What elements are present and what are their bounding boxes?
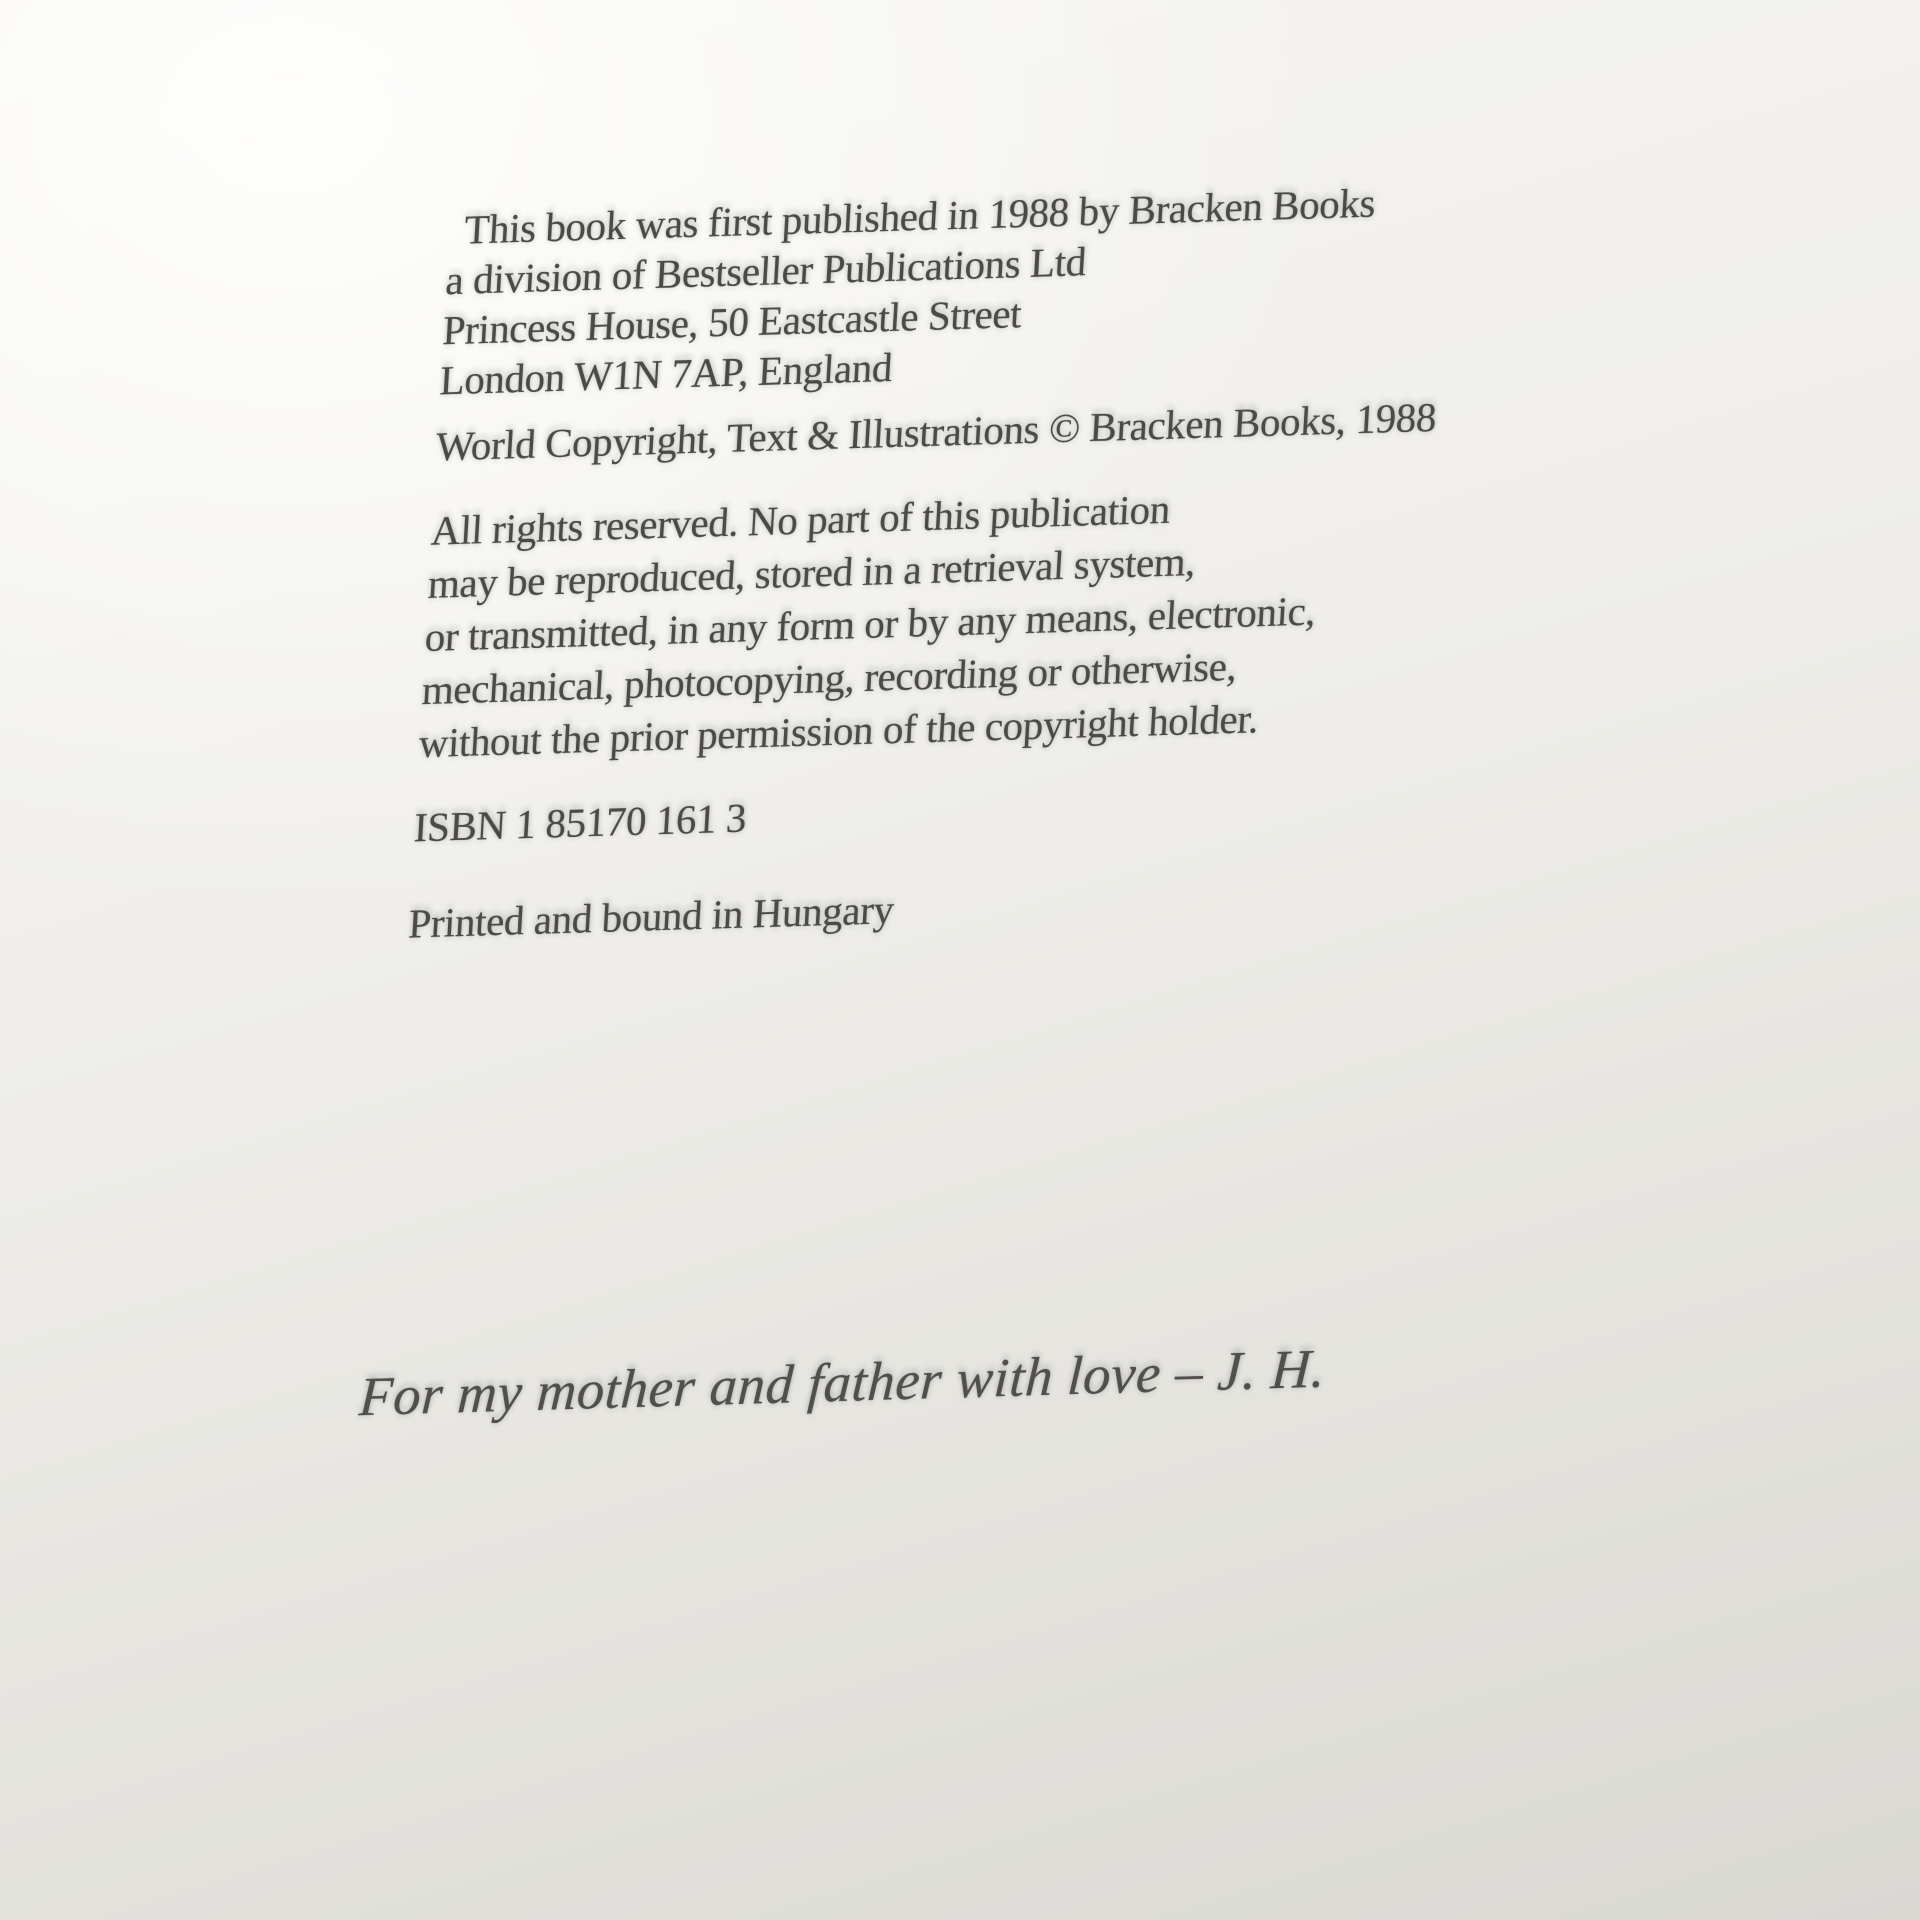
dedication: For my mother and father with love – J. H. xyxy=(357,1337,1328,1428)
isbn-number: ISBN 1 85170 161 3 xyxy=(412,794,748,851)
publisher-imprint xyxy=(438,163,1849,405)
rights-reserved-notice xyxy=(417,463,1832,770)
printing-note: Printed and bound in Hungary xyxy=(407,886,895,947)
imprint-line-division: a division of Bestseller Publications Ltd xyxy=(444,238,1088,304)
copyright-notice: World Copyright, Text & Illustrations © Bracken Books, 1988 xyxy=(434,393,1438,470)
imprint-line-city: London W1N 7AP, England xyxy=(438,343,894,404)
imprint-line-address: Princess House, 50 Eastcastle Street xyxy=(441,290,1023,354)
rights-line-1: All rights reserved. No part of this publication xyxy=(429,485,1172,554)
printed-text-block xyxy=(357,163,1849,1431)
rights-line-2: may be reproduced, stored in a retrieval system, xyxy=(426,537,1197,607)
imprint-line-published: This book was first published in 1988 by Bracken Books xyxy=(463,179,1377,253)
rights-line-3: or transmitted, in any form or by any means, electronic, xyxy=(423,587,1317,660)
rights-line-5: without the prior permission of the copyright holder. xyxy=(417,695,1260,767)
rights-line-4: mechanical, photocopying, recording or otherwise, xyxy=(420,642,1238,714)
